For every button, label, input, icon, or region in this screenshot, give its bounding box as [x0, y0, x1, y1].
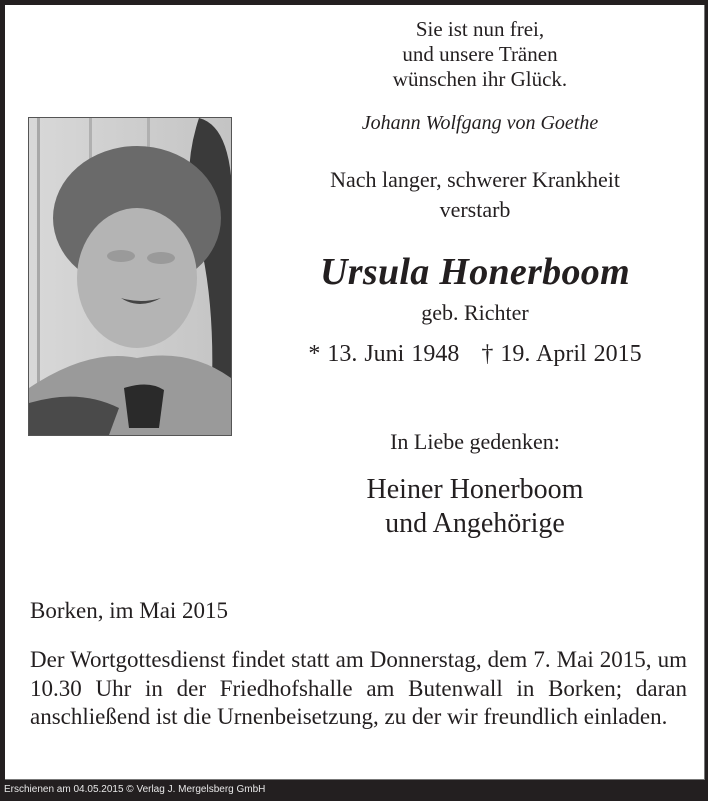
mourner-line: und Angehörige — [385, 508, 565, 539]
memorial-quote — [275, 17, 685, 92]
intro-line: verstarb — [439, 197, 511, 222]
maiden-name: geb. Richter — [421, 300, 529, 325]
birth-date: * 13. Juni 1948 — [308, 341, 460, 367]
quote-line: und unsere Tränen — [402, 42, 558, 66]
mourners — [265, 473, 685, 541]
portrait-photo — [28, 117, 232, 436]
deceased-name: Ursula Honerboom — [320, 251, 630, 293]
publication-footer: Erschienen am 04.05.2015 © Verlag J. Mergelsberg GmbH — [4, 784, 266, 795]
obituary-notice — [5, 5, 705, 780]
death-date: † 19. April 2015 — [481, 341, 642, 367]
mourner-line: Heiner Honerboom — [366, 474, 584, 505]
intro-text — [265, 165, 685, 225]
life-dates — [265, 341, 685, 368]
place-and-date: Borken, im Mai 2015 — [30, 598, 229, 623]
service-details: Der Wortgottesdienst findet statt am Donnerstag, dem 7. Mai 2015, um 10.30 Uhr in der Friedhofshalle am Butenwall in Borken; daran anschließend ist die Urnenbeisetzung, zu der wir freundlich einladen. — [30, 647, 687, 729]
quote-author: Johann Wolfgang von Goethe — [361, 112, 599, 134]
quote-line: wünschen ihr Glück. — [392, 67, 568, 91]
remembrance-label: In Liebe gedenken: — [390, 429, 560, 454]
quote-line: Sie ist nun frei, — [415, 17, 545, 41]
portrait-image — [29, 118, 231, 435]
intro-line: Nach langer, schwerer Krankheit — [330, 167, 620, 192]
